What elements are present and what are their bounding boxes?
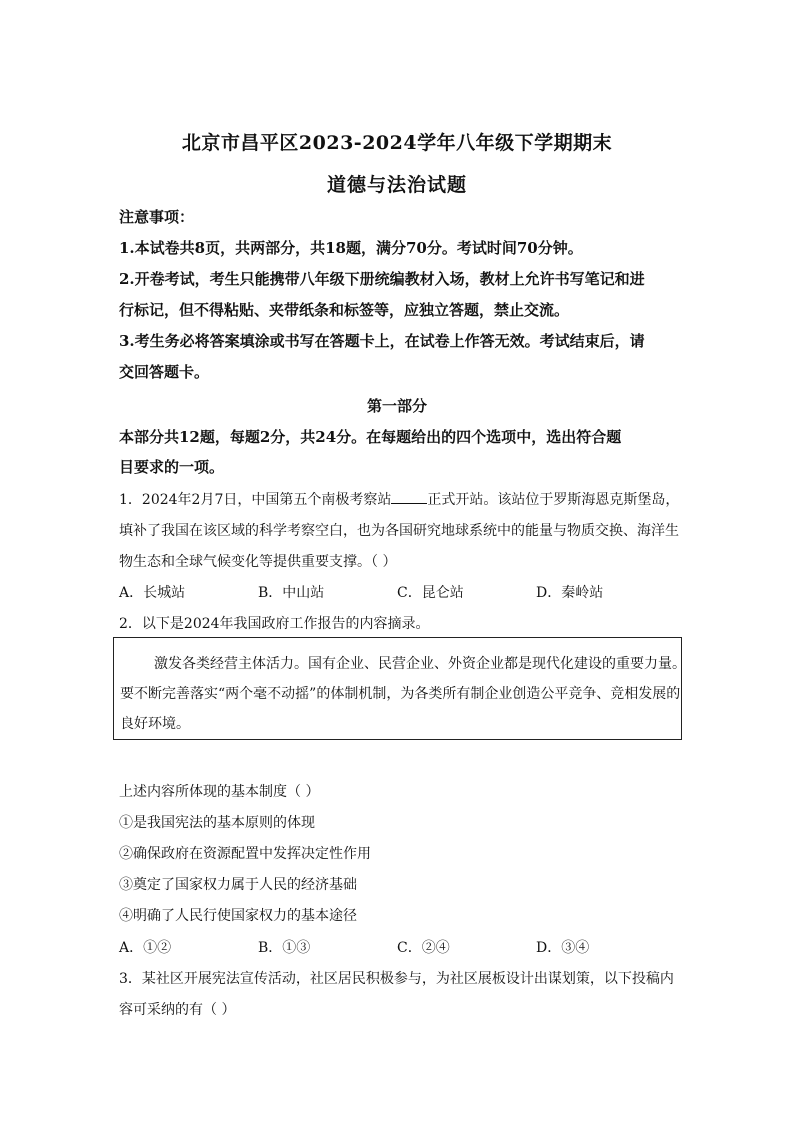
q2-statement-1: ①是我国宪法的基本原则的体现 xyxy=(119,815,315,831)
q1-option-d: D．秦岭站 xyxy=(536,585,604,601)
notice-item-3-line-2: 交回答题卡。 xyxy=(119,363,210,381)
q2-statement-3: ③奠定了国家权力属于人民的经济基础 xyxy=(119,877,357,893)
part1-desc-line-2: 目要求的一项。 xyxy=(119,458,225,476)
q2-excerpt-line-1: 激发各类经营主体活力。国有企业、民营企业、外资企业都是现代化建设的重要力量。 xyxy=(154,656,686,672)
q2-option-b: B．①③ xyxy=(258,940,311,956)
part1-heading: 第一部分 xyxy=(366,397,427,415)
q2-option-d: D．③④ xyxy=(536,940,590,956)
q1-line-1 xyxy=(119,489,679,509)
q1-line-1-a: 1．2024年2月7日，中国第五个南极考察站 xyxy=(119,492,392,508)
q3-line-1: 3．某社区开展宪法宣传活动，社区居民积极参与，为社区展板设计出谋划策，以下投稿内 xyxy=(119,971,674,987)
q2-statement-2: ②确保政府在资源配置中发挥决定性作用 xyxy=(119,846,371,862)
q2-line-1: 2．以下是2024年我国政府工作报告的内容摘录。 xyxy=(119,616,430,632)
q1-answer-blank xyxy=(391,491,427,504)
q2-excerpt-box xyxy=(113,637,686,740)
q3-line-2: 容可采纳的有（ ） xyxy=(119,1002,236,1018)
q2-excerpt-line-2: 要不断完善落实“两个毫不动摇”的体制机制，为各类所有制企业创造公平竞争、竞相发展的 xyxy=(120,686,681,702)
part1-desc-line-1: 本部分共12题，每题2分，共24分。在每题给出的四个选项中，选出符合题 xyxy=(119,428,622,446)
q1-option-a: A．长城站 xyxy=(119,585,186,601)
q2-option-a: A．①② xyxy=(119,940,172,956)
exam-subtitle: 道德与法治试题 xyxy=(326,174,467,196)
notice-item-2-line-1: 2.开卷考试，考生只能携带八年级下册统编教材入场，教材上允许书写笔记和进 xyxy=(119,270,645,288)
notice-item-1: 1.本试卷共8页，共两部分，共18题，满分70分。考试时间70分钟。 xyxy=(119,239,583,257)
q1-line-3: 物生态和全球气候变化等提供重要支撑。（ ） xyxy=(119,554,397,570)
q2-excerpt-line-3: 良好环境。 xyxy=(120,716,190,732)
exam-title: 北京市昌平区2023-2024学年八年级下学期期末 xyxy=(181,132,613,154)
q1-option-b: B．中山站 xyxy=(258,585,325,601)
notice-item-2-line-2: 行标记，但不得粘贴、夹带纸条和标签等，应独立答题，禁止交流。 xyxy=(119,301,570,319)
q2-statement-4: ④明确了人民行使国家权力的基本途径 xyxy=(119,908,357,924)
notice-heading: 注意事项： xyxy=(119,208,195,226)
q1-line-1-b: 正式开站。该站位于罗斯海恩克斯堡岛， xyxy=(427,492,680,508)
q1-line-2: 填补了我国在该区域的科学考察空白，也为各国研究地球系统中的能量与物质交换、海洋生 xyxy=(119,523,679,539)
q2-question: 上述内容所体现的基本制度（ ） xyxy=(119,784,320,800)
q2-option-c: C．②④ xyxy=(397,940,450,956)
q1-option-c: C．昆仑站 xyxy=(397,585,464,601)
notice-item-3-line-1: 3.考生务必将答案填涂或书写在答题卡上，在试卷上作答无效。考试结束后，请 xyxy=(119,332,645,350)
